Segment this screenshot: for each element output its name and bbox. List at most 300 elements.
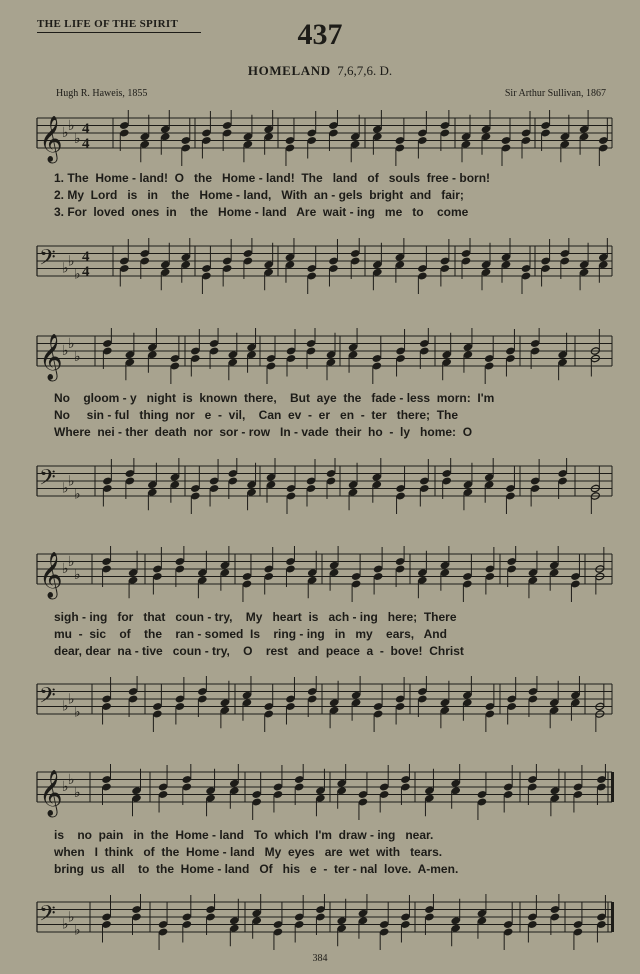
- note-head: [481, 260, 491, 269]
- note-head: [372, 480, 382, 489]
- note-head: [190, 484, 200, 493]
- note-head: [197, 695, 207, 704]
- note-head: [440, 264, 450, 273]
- lyric-line: No gloom - y night is known there, But aye the fade - less morn: I'm: [54, 391, 495, 405]
- note-head: [419, 484, 429, 493]
- note-head: [125, 358, 135, 367]
- note-head: [463, 350, 473, 359]
- note-head: [315, 913, 325, 922]
- note-head: [549, 706, 559, 715]
- flat-icon: ♭: [74, 266, 81, 283]
- lyric-line: dear, dear na - tive coun - try, O rest and peace a - bove! Christ: [54, 644, 464, 658]
- lyric-line: Where nei - ther death nor sor - row In - vade their ho - ly home: O: [54, 425, 473, 439]
- note-head: [451, 916, 461, 925]
- note-head: [252, 909, 262, 918]
- note-head: [190, 347, 200, 356]
- note-head: [549, 561, 559, 570]
- note-head: [570, 691, 580, 700]
- note-head: [440, 706, 450, 715]
- note-head: [521, 129, 531, 138]
- lyric-line: 2. My Lord is in the Home - land, With an - gels bright and fair;: [54, 188, 464, 202]
- note-head: [560, 257, 570, 266]
- note-head: [417, 576, 427, 585]
- note-head: [190, 354, 200, 363]
- note-head: [128, 687, 138, 696]
- note-head: [242, 572, 252, 581]
- note-head: [307, 129, 317, 138]
- note-head: [220, 698, 230, 707]
- note-head: [396, 492, 406, 501]
- flat-icon: ♭: [68, 909, 75, 926]
- note-head: [285, 557, 295, 566]
- time-signature-bottom: 4: [82, 264, 90, 280]
- note-head: [160, 132, 170, 141]
- bass-staff: [0, 458, 640, 518]
- note-head: [182, 783, 192, 792]
- note-head: [175, 695, 185, 704]
- note-head: [579, 125, 589, 134]
- note-head: [372, 132, 382, 141]
- note-head: [598, 260, 608, 269]
- note-head: [358, 909, 368, 918]
- note-head: [229, 779, 239, 788]
- note-head: [396, 484, 406, 493]
- note-head: [462, 580, 472, 589]
- flat-icon: ♭: [62, 561, 69, 577]
- note-head: [541, 264, 551, 273]
- note-head: [419, 339, 429, 348]
- note-head: [372, 125, 382, 134]
- note-head: [442, 469, 452, 478]
- flat-icon: ♭: [74, 704, 81, 721]
- note-head: [440, 257, 450, 266]
- note-head: [485, 565, 495, 574]
- flat-icon: ♭: [74, 566, 81, 583]
- note-head: [570, 698, 580, 707]
- note-head: [181, 253, 191, 262]
- note-head: [242, 580, 252, 589]
- note-head: [152, 702, 162, 711]
- note-head: [395, 253, 405, 262]
- note-head: [329, 698, 339, 707]
- hymn-number: 437: [297, 18, 343, 51]
- note-head: [273, 790, 283, 799]
- note-head: [228, 350, 238, 359]
- note-head: [598, 253, 608, 262]
- lyric-line: 3. For loved ones in the Home - land Are wait - ing me to come: [54, 205, 469, 219]
- note-head: [350, 132, 360, 141]
- note-head: [102, 557, 112, 566]
- flat-icon: ♭: [68, 117, 75, 134]
- note-head: [541, 257, 551, 266]
- note-head: [286, 347, 296, 356]
- note-head: [243, 132, 253, 141]
- note-head: [326, 358, 336, 367]
- note-head: [175, 565, 185, 574]
- note-head: [140, 140, 150, 149]
- note-head: [242, 698, 252, 707]
- note-head: [442, 358, 452, 367]
- flat-icon: ♭: [74, 130, 81, 147]
- note-head: [222, 264, 232, 273]
- note-head: [152, 565, 162, 574]
- note-head: [132, 794, 142, 803]
- note-head: [573, 790, 583, 799]
- note-head: [528, 695, 538, 704]
- note-head: [372, 260, 382, 269]
- treble-staff: [0, 110, 640, 170]
- note-head: [481, 132, 491, 141]
- note-head: [521, 272, 531, 281]
- note-head: [140, 257, 150, 266]
- note-head: [463, 488, 473, 497]
- note-head: [485, 702, 495, 711]
- note-head: [229, 916, 239, 925]
- note-head: [379, 928, 389, 937]
- treble-staff: [0, 764, 640, 824]
- note-head: [424, 913, 434, 922]
- note-head: [294, 775, 304, 784]
- note-head: [102, 565, 112, 574]
- note-head: [351, 698, 361, 707]
- note-head: [140, 249, 150, 258]
- note-head: [396, 347, 406, 356]
- note-head: [247, 488, 257, 497]
- meter: 7,6,7,6. D.: [337, 63, 393, 78]
- note-head: [579, 132, 589, 141]
- time-signature-bottom: 4: [82, 136, 90, 152]
- flat-icon: ♭: [68, 771, 75, 788]
- note-head: [242, 691, 252, 700]
- note-head: [266, 480, 276, 489]
- note-head: [442, 350, 452, 359]
- note-head: [266, 473, 276, 482]
- note-head: [220, 561, 230, 570]
- note-head: [206, 913, 216, 922]
- note-head: [307, 272, 317, 281]
- note-head: [209, 347, 219, 356]
- note-head: [461, 257, 471, 266]
- note-head: [307, 576, 317, 585]
- bass-clef-icon: 𝄢: [39, 465, 56, 496]
- treble-clef-icon: 𝄞: [39, 770, 63, 816]
- treble-clef-icon: 𝄞: [39, 116, 63, 162]
- note-head: [132, 913, 142, 922]
- note-head: [307, 264, 317, 273]
- note-head: [158, 920, 168, 929]
- note-head: [372, 354, 382, 363]
- note-head: [484, 480, 494, 489]
- lyric-line: bring us all to the Home - land Of his e - ter - nal love. A-men.: [54, 862, 459, 876]
- bass-staff: [0, 894, 640, 954]
- note-head: [264, 572, 274, 581]
- note-head: [528, 568, 538, 577]
- note-head: [201, 136, 211, 145]
- note-head: [505, 492, 515, 501]
- note-head: [102, 783, 112, 792]
- note-head: [209, 477, 219, 486]
- note-head: [252, 916, 262, 925]
- note-head: [160, 268, 170, 277]
- note-head: [222, 121, 232, 130]
- note-head: [579, 268, 589, 277]
- note-head: [451, 924, 461, 933]
- note-head: [264, 260, 274, 269]
- note-head: [451, 779, 461, 788]
- note-head: [350, 140, 360, 149]
- note-head: [329, 561, 339, 570]
- note-head: [507, 695, 517, 704]
- note-head: [358, 790, 368, 799]
- note-head: [503, 928, 513, 937]
- note-head: [550, 913, 560, 922]
- note-head: [147, 350, 157, 359]
- note-head: [549, 698, 559, 707]
- note-head: [206, 786, 216, 795]
- note-head: [527, 920, 537, 929]
- tune-name: HOMELAND: [247, 63, 331, 78]
- note-head: [507, 702, 517, 711]
- bass-staff: [0, 676, 640, 736]
- note-head: [285, 136, 295, 145]
- note-head: [521, 264, 531, 273]
- note-head: [596, 775, 606, 784]
- note-head: [373, 572, 383, 581]
- note-head: [102, 477, 112, 486]
- note-head: [400, 783, 410, 792]
- note-head: [209, 484, 219, 493]
- note-head: [530, 347, 540, 356]
- note-head: [306, 484, 316, 493]
- lyric-line: No sin - ful thing nor e - vil, Can ev - er en - ter there; The: [54, 408, 459, 422]
- note-head: [558, 469, 568, 478]
- lyric-line: 1. The Home - land! O the Home - land! The land of souls free - born!: [54, 171, 491, 185]
- note-head: [128, 576, 138, 585]
- note-head: [379, 783, 389, 792]
- note-head: [596, 920, 606, 929]
- note-head: [102, 339, 112, 348]
- flat-icon: ♭: [68, 253, 75, 270]
- note-head: [395, 565, 405, 574]
- note-head: [549, 568, 559, 577]
- note-head: [462, 572, 472, 581]
- note-head: [350, 257, 360, 266]
- note-head: [481, 125, 491, 134]
- bass-clef-icon: 𝄢: [39, 245, 56, 276]
- note-head: [350, 249, 360, 258]
- note-head: [294, 920, 304, 929]
- note-head: [328, 129, 338, 138]
- note-head: [125, 350, 135, 359]
- note-head: [102, 695, 112, 704]
- note-head: [477, 798, 487, 807]
- note-head: [307, 695, 317, 704]
- note-head: [158, 783, 168, 792]
- flat-icon: ♭: [68, 553, 75, 570]
- section-title: THE LIFE OF THE SPIRIT: [37, 18, 179, 30]
- note-head: [273, 920, 283, 929]
- note-head: [501, 253, 511, 262]
- note-head: [252, 790, 262, 799]
- note-head: [294, 783, 304, 792]
- poet-credit: Hugh R. Haweis, 1855: [56, 88, 148, 99]
- note-head: [507, 565, 517, 574]
- note-head: [396, 354, 406, 363]
- note-head: [285, 260, 295, 269]
- final-bar-thick: [611, 772, 614, 802]
- note-head: [560, 249, 570, 258]
- lyric-line: when I think of the Home - land My eyes are wet with tears.: [54, 845, 443, 859]
- note-head: [573, 928, 583, 937]
- note-head: [201, 264, 211, 273]
- note-head: [503, 920, 513, 929]
- bass-clef-icon: 𝄢: [39, 683, 56, 714]
- note-head: [306, 477, 316, 486]
- note-head: [596, 783, 606, 792]
- note-head: [400, 920, 410, 929]
- note-head: [243, 140, 253, 149]
- note-head: [417, 136, 427, 145]
- note-head: [395, 702, 405, 711]
- note-head: [527, 913, 537, 922]
- note-head: [417, 695, 427, 704]
- note-head: [417, 129, 427, 138]
- note-head: [570, 572, 580, 581]
- treble-staff: [0, 546, 640, 606]
- flat-icon: ♭: [68, 691, 75, 708]
- flat-icon: ♭: [62, 260, 69, 277]
- note-head: [573, 920, 583, 929]
- note-head: [505, 347, 515, 356]
- lyric-line: sigh - ing for that coun - try, My heart is ach - ing here; There: [54, 610, 457, 624]
- note-head: [328, 121, 338, 130]
- note-head: [264, 710, 274, 719]
- note-head: [351, 580, 361, 589]
- note-head: [197, 568, 207, 577]
- note-head: [315, 786, 325, 795]
- flat-icon: ♭: [62, 343, 69, 359]
- note-head: [372, 473, 382, 482]
- note-head: [102, 347, 112, 356]
- note-head: [119, 129, 129, 138]
- note-head: [503, 783, 513, 792]
- note-head: [147, 343, 157, 352]
- lyric-line: is no pain in the Home - land To which I'm draw - ing near.: [54, 828, 434, 842]
- note-head: [596, 913, 606, 922]
- note-head: [229, 786, 239, 795]
- note-head: [197, 687, 207, 696]
- note-head: [294, 913, 304, 922]
- note-head: [326, 477, 336, 486]
- note-head: [181, 144, 191, 153]
- note-head: [501, 144, 511, 153]
- note-head: [372, 268, 382, 277]
- note-head: [285, 253, 295, 262]
- note-head: [373, 702, 383, 711]
- note-head: [530, 339, 540, 348]
- note-head: [560, 140, 570, 149]
- composer-credit: Sir Arthur Sullivan, 1867: [504, 88, 606, 99]
- note-head: [579, 260, 589, 269]
- tune-line: [0, 63, 640, 79]
- note-head: [440, 121, 450, 130]
- note-head: [175, 557, 185, 566]
- note-head: [358, 798, 368, 807]
- note-head: [264, 268, 274, 277]
- note-head: [102, 913, 112, 922]
- note-head: [484, 473, 494, 482]
- note-head: [485, 572, 495, 581]
- note-head: [243, 249, 253, 258]
- note-head: [348, 480, 358, 489]
- note-head: [477, 916, 487, 925]
- note-head: [417, 687, 427, 696]
- note-head: [306, 339, 316, 348]
- note-head: [220, 568, 230, 577]
- note-head: [372, 362, 382, 371]
- time-signature-top: 4: [82, 121, 90, 137]
- note-head: [273, 928, 283, 937]
- note-head: [541, 121, 551, 130]
- note-head: [181, 136, 191, 145]
- note-head: [125, 477, 135, 486]
- flat-icon: ♭: [68, 335, 75, 352]
- note-head: [285, 695, 295, 704]
- note-head: [170, 362, 180, 371]
- note-head: [461, 140, 471, 149]
- note-head: [128, 695, 138, 704]
- note-head: [209, 339, 219, 348]
- note-head: [228, 469, 238, 478]
- note-head: [451, 786, 461, 795]
- note-head: [132, 905, 142, 914]
- note-head: [484, 362, 494, 371]
- note-head: [264, 565, 274, 574]
- note-head: [247, 480, 257, 489]
- note-head: [550, 905, 560, 914]
- note-head: [462, 691, 472, 700]
- note-head: [558, 350, 568, 359]
- note-head: [119, 264, 129, 273]
- note-head: [220, 706, 230, 715]
- note-head: [228, 477, 238, 486]
- note-head: [550, 786, 560, 795]
- note-head: [315, 905, 325, 914]
- note-head: [307, 687, 317, 696]
- note-head: [222, 129, 232, 138]
- note-head: [484, 354, 494, 363]
- note-head: [424, 905, 434, 914]
- flat-icon: ♭: [62, 480, 69, 497]
- note-head: [528, 687, 538, 696]
- note-head: [286, 492, 296, 501]
- note-head: [337, 916, 347, 925]
- note-head: [530, 477, 540, 486]
- note-head: [417, 568, 427, 577]
- flat-icon: ♭: [62, 125, 69, 141]
- note-head: [530, 484, 540, 493]
- note-head: [501, 260, 511, 269]
- note-head: [125, 469, 135, 478]
- note-head: [201, 272, 211, 281]
- note-head: [170, 473, 180, 482]
- note-head: [181, 260, 191, 269]
- note-head: [417, 264, 427, 273]
- note-head: [348, 343, 358, 352]
- note-head: [573, 783, 583, 792]
- note-head: [379, 920, 389, 929]
- flat-icon: ♭: [62, 916, 69, 933]
